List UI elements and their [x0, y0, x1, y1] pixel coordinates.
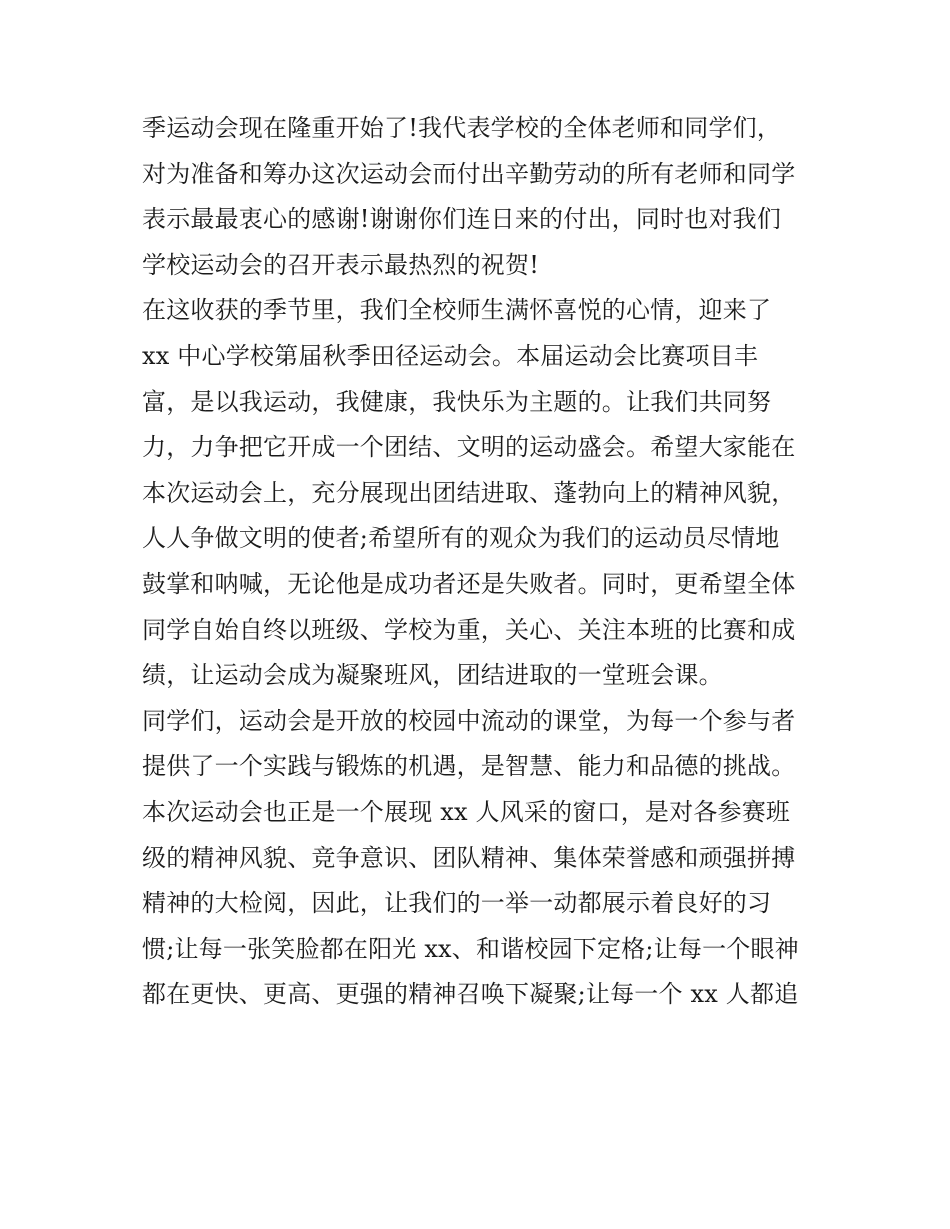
text-line: 富，是以我运动，我健康，我快乐为主题的。让我们共同努 — [142, 387, 772, 416]
speech-text-block — [142, 106, 822, 1018]
text-line: 同学自始自终以班级、学校为重，关心、关注本班的比赛和成 — [142, 615, 796, 644]
text-line: 力，力争把它开成一个团结、文明的运动盛会。希望大家能在 — [142, 433, 796, 462]
text-line: 鼓掌和呐喊，无论他是成功者还是失败者。同时，更希望全体 — [142, 569, 796, 598]
text-line: 级的精神风貌、竞争意识、团队精神、集体荣誉感和顽强拼搏 — [142, 843, 796, 872]
text-line: 本次运动会也正是一个展现 xx 人风采的窗口，是对各参赛班 — [142, 797, 791, 826]
text-line: 本次运动会上，充分展现出团结进取、蓬勃向上的精神风貌， — [142, 478, 796, 507]
text-line: 惯;让每一张笑脸都在阳光 xx、和谐校园下定格;让每一个眼神 — [142, 934, 799, 963]
text-line: 同学们，运动会是开放的校园中流动的课堂，为每一个参与者 — [142, 706, 796, 735]
text-line: xx 中心学校第届秋季田径运动会。本届运动会比赛项目丰 — [142, 341, 759, 370]
text-line: 在这收获的季节里，我们全校师生满怀喜悦的心情，迎来了 — [142, 296, 772, 325]
text-line: 提供了一个实践与锻炼的机遇，是智慧、能力和品德的挑战。 — [142, 752, 796, 781]
text-line: 对为准备和筹办这次运动会而付出辛勤劳动的所有老师和同学 — [142, 159, 796, 188]
text-line: 绩，让运动会成为凝聚班风，团结进取的一堂班会课。 — [142, 661, 723, 690]
text-line: 人人争做文明的使者;希望所有的观众为我们的运动员尽情地 — [142, 524, 780, 553]
text-line: 都在更快、更高、更强的精神召唤下凝聚;让每一个 xx 人都追 — [142, 980, 799, 1009]
text-line: 精神的大检阅，因此，让我们的一举一动都展示着良好的习 — [142, 889, 772, 918]
text-line: 季运动会现在隆重开始了!我代表学校的全体老师和同学们， — [142, 114, 782, 142]
text-line: 表示最最衷心的感谢!谢谢你们连日来的付出，同时也对我们 — [142, 205, 782, 234]
text-line: 学校运动会的召开表示最热烈的祝贺! — [142, 250, 540, 279]
